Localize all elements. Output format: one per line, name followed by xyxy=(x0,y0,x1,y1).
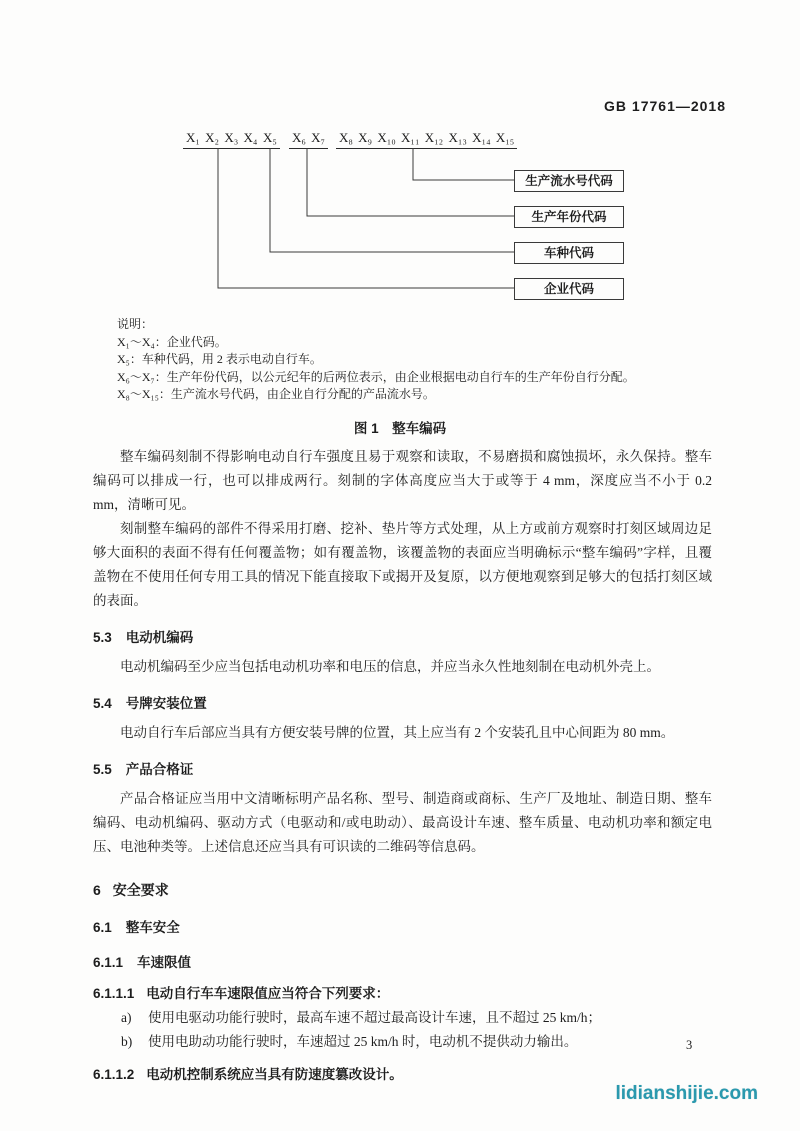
figure-note-line: X₈～X₁₅：生产流水号代码，由企业自行分配的产品流水号。 xyxy=(117,387,435,401)
paragraph-plate-position: 电动自行车后部应当具有方便安装号牌的位置，其上应当有 2 个安装孔且中心间距为 80 mm。 xyxy=(120,724,675,740)
figure-notes xyxy=(117,316,710,404)
paragraph-engraving-2: 刻制整车编码的部件不得采用打磨、挖补、垫片等方式处理，从上方或前方观察时打刻区域周边足够大面积的表面不得有任何覆盖物；如有覆盖物，该覆盖物的表面应当明确标示“整车编码”字样，且覆盖物在不使用任何专用工具的情况下能直接取下或揭开及复原，以方便地观察到足够大的包括打刻区域的表面。 xyxy=(93,520,712,608)
figure-note-line: X₅：车种代码，用 2 表示电动自行车。 xyxy=(117,352,322,366)
speed-requirement-list xyxy=(121,1006,712,1054)
code-group-year: X₆ X₇ xyxy=(289,130,328,149)
label-box-serial-code: 生产流水号代码 xyxy=(514,170,624,192)
list-item-text: 使用电驱动功能行驶时，最高车速不超过最高设计车速，且不超过 25 km/h； xyxy=(148,1009,602,1025)
paragraph-motor-code: 电动机编码至少应当包括电动机功率和电压的信息，并应当永久性地刻制在电动机外壳上。 xyxy=(120,658,660,674)
section-title: 安全要求 xyxy=(112,881,169,898)
list-item-a xyxy=(121,1006,712,1030)
section-heading-5-3 xyxy=(93,628,712,648)
section-number: 5.3 xyxy=(93,629,112,645)
list-item-b xyxy=(121,1030,712,1054)
clause-6-1-1-1 xyxy=(93,982,712,1006)
section-heading-5-5 xyxy=(93,760,712,780)
section-number: 5.4 xyxy=(93,695,112,711)
code-group-serial: X₈ X₉ X₁₀ X₁₁ X₁₂ X₁₃ X₁₄ X₁₅ xyxy=(336,130,517,149)
clause-number: 6.1.1.2 xyxy=(93,1066,135,1082)
figure-note-line: X₁～X₄：企业代码。 xyxy=(117,334,227,349)
section-number: 5.5 xyxy=(93,761,112,777)
standard-number: GB 17761—2018 xyxy=(604,98,726,114)
label-box-vehicle-type-code: 车种代码 xyxy=(514,242,624,264)
label-box-year-code: 生产年份代码 xyxy=(514,206,624,228)
section-title: 号牌安装位置 xyxy=(125,695,207,711)
paragraph-engraving-1: 整车编码刻制不得影响电动自行车强度且易于观察和读取，不易磨损和腐蚀损坏，永久保持。整车编码可以排成一行，也可以排成两行。刻制的字体高度应当大于或等于 4 mm，深度应当不小于 0.2 mm，清晰可见。 xyxy=(93,448,712,512)
clause-text: 电动自行车车速限值应当符合下列要求： xyxy=(146,985,390,1001)
figure-note-line: X₆～X₇：生产年份代码，以公元纪年的后两位表示，由企业根据电动自行车的生产年份自行分配。 xyxy=(117,369,635,384)
section-title: 电动机编码 xyxy=(125,629,194,645)
section-heading-6-1 xyxy=(93,918,712,938)
section-number: 6 xyxy=(93,881,101,898)
vehicle-code-figure xyxy=(0,130,800,302)
section-heading-6-1-1 xyxy=(93,953,712,973)
section-title: 整车安全 xyxy=(125,919,180,935)
label-box-enterprise-code: 企业代码 xyxy=(514,278,624,300)
code-group-vehicle-type: X₅ xyxy=(260,130,280,149)
section-title: 产品合格证 xyxy=(125,761,194,777)
page-number: 3 xyxy=(686,1038,693,1052)
section-heading-5-4 xyxy=(93,694,712,714)
list-item-label: b) xyxy=(121,1033,133,1049)
figure-caption: 图 1 整车编码 xyxy=(353,420,447,436)
section-number: 6.1 xyxy=(93,919,112,935)
list-item-text: 使用电助动功能行驶时，车速超过 25 km/h 时，电动机不提供动力输出。 xyxy=(148,1033,578,1049)
figure-notes-title: 说明： xyxy=(117,317,154,331)
chapter-heading-6 xyxy=(93,880,712,900)
watermark: lidianshijie.com xyxy=(615,1083,758,1104)
clause-text: 电动机控制系统应当具有防速度篡改设计。 xyxy=(146,1066,403,1082)
code-group-enterprise: X₁ X₂ X₃ X₄ xyxy=(183,130,260,149)
list-item-label: a) xyxy=(121,1009,132,1025)
section-title: 车速限值 xyxy=(137,954,192,970)
paragraph-certificate: 产品合格证应当用中文清晰标明产品名称、型号、制造商或商标、生产厂及地址、制造日期、整车编码、电动机编码、驱动方式（电驱动和/或电助动）、最高设计车速、整车质量、电动机功率和额定电压、电池种类等。上述信息还应当具有可识读的二维码等信息码。 xyxy=(93,790,712,854)
clause-number: 6.1.1.1 xyxy=(93,985,135,1001)
section-number: 6.1.1 xyxy=(93,954,124,970)
